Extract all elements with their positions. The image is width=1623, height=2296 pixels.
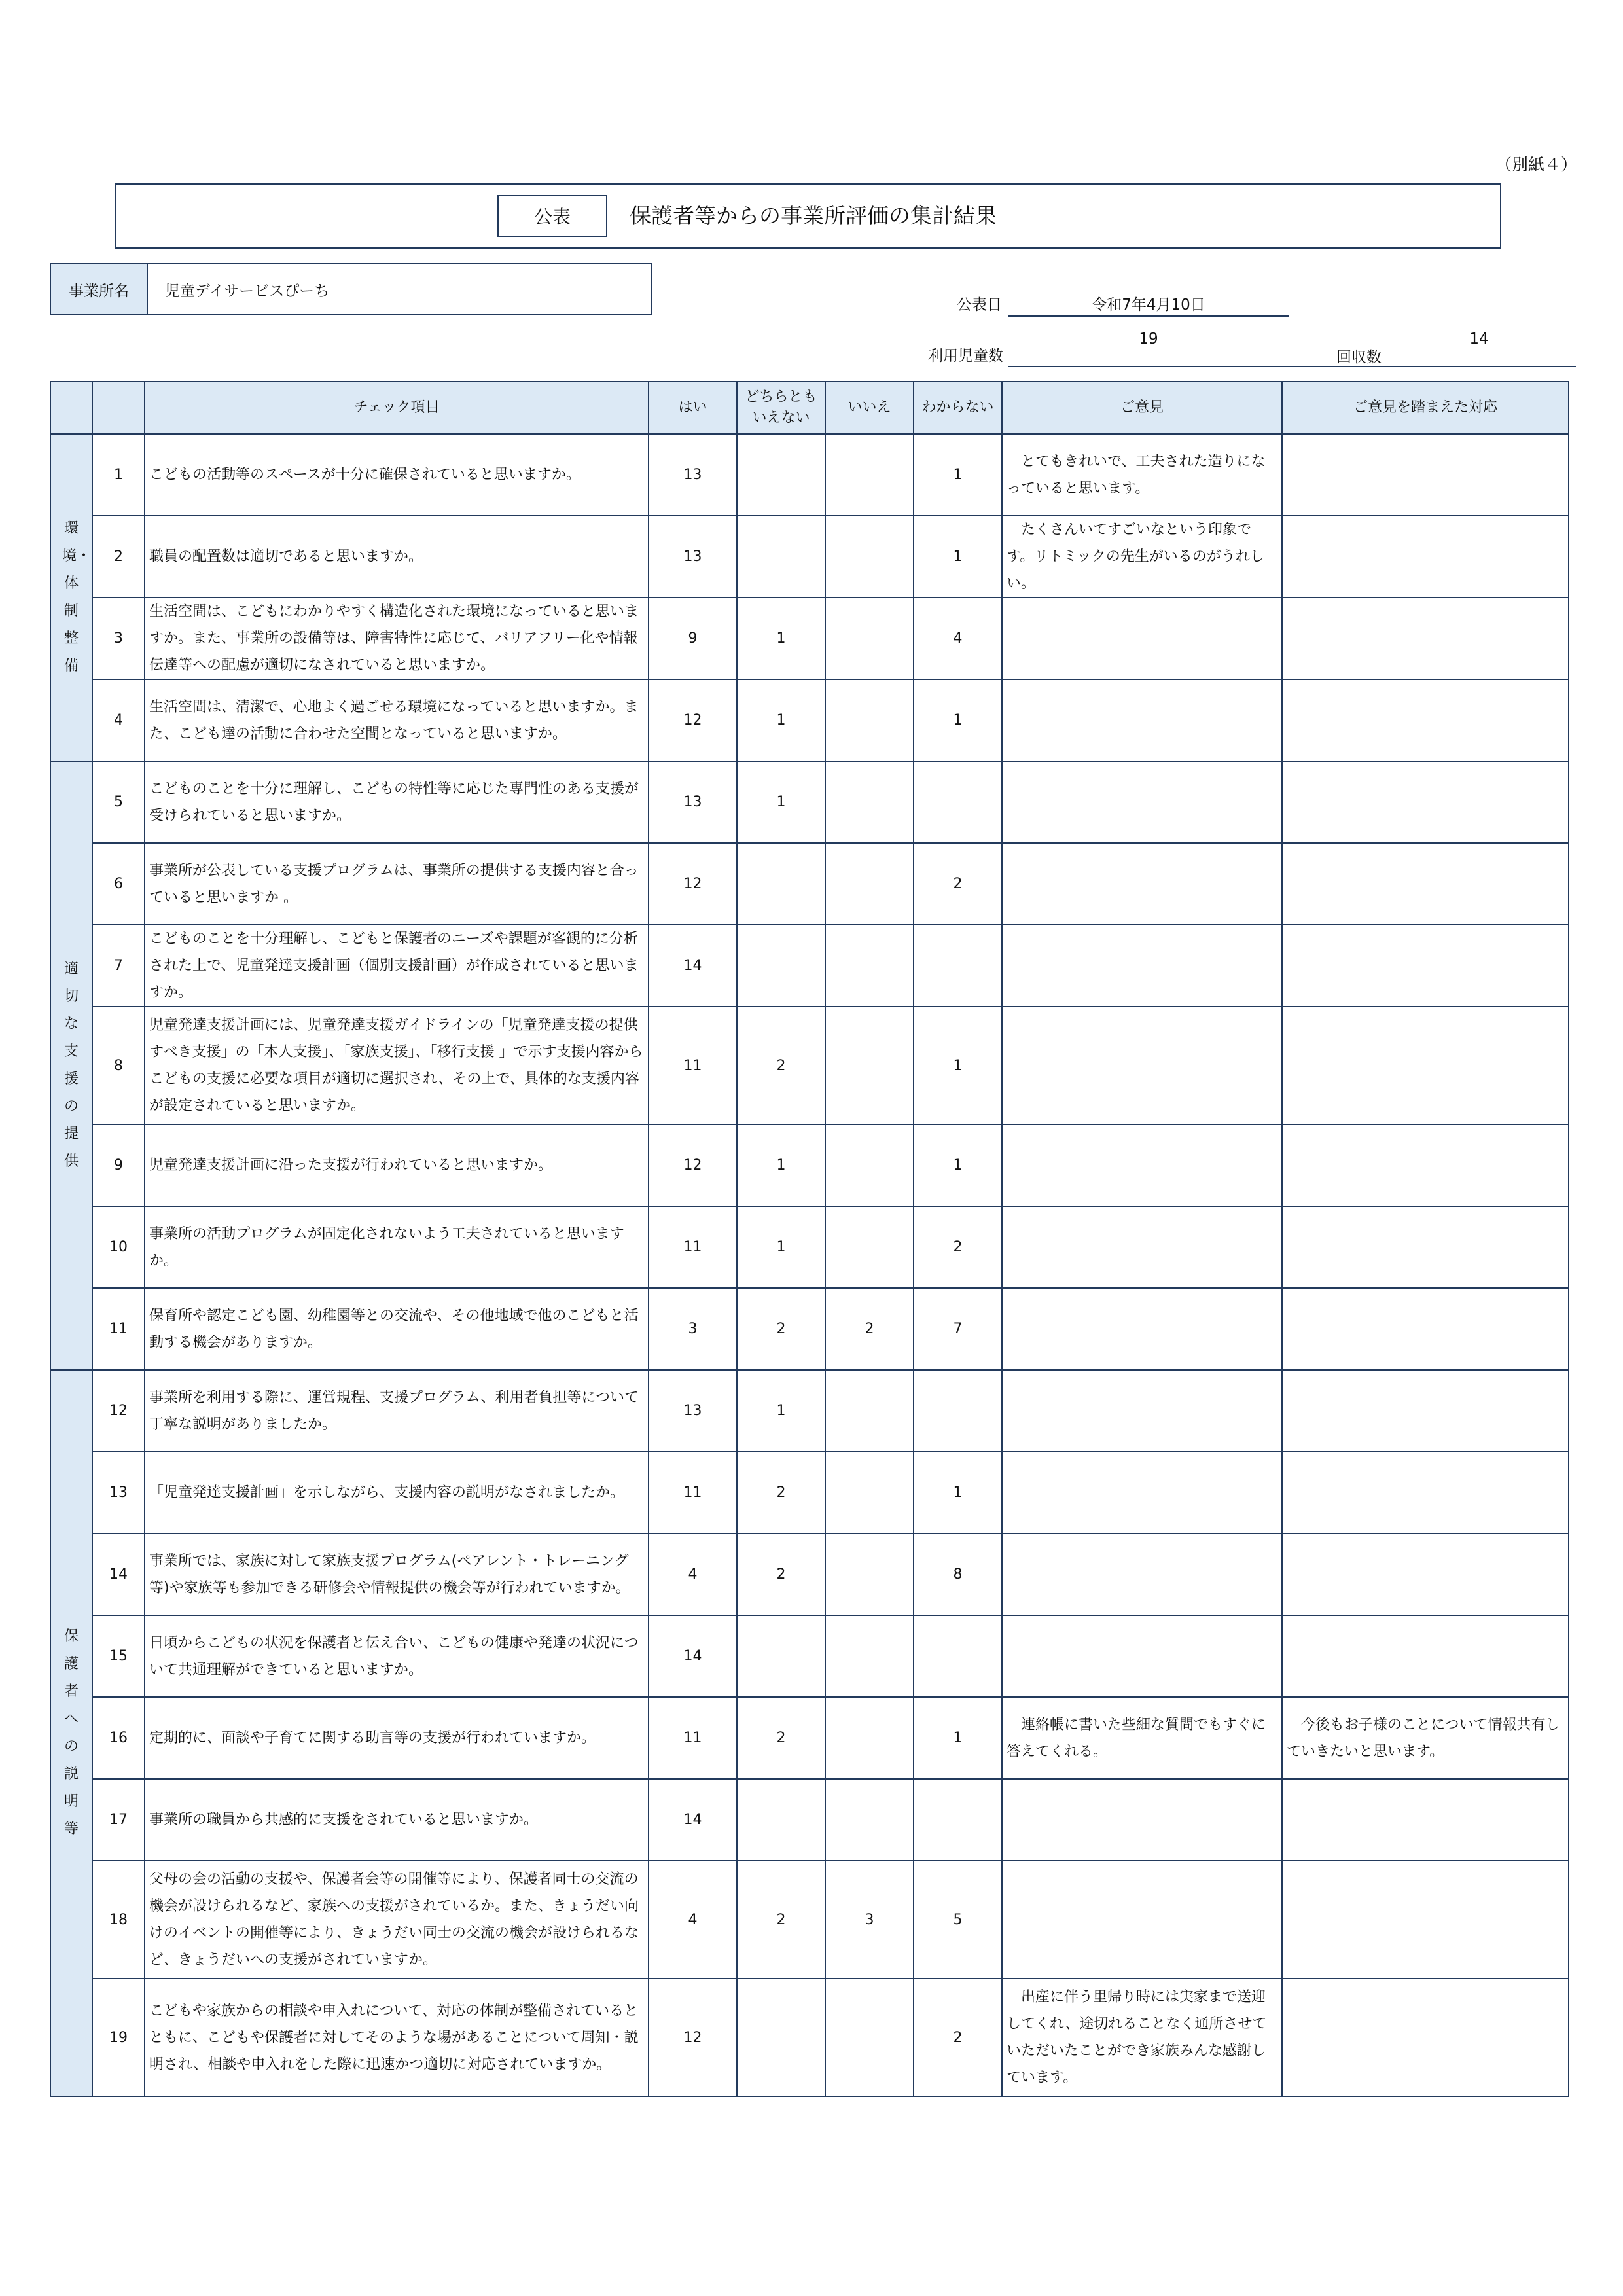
- yes-count-cell: 4: [649, 1861, 737, 1979]
- header-yes: はい: [649, 382, 737, 434]
- neither-count-cell: 2: [737, 1861, 825, 1979]
- table-row: [50, 843, 1569, 925]
- check-item-cell: 日頃からこどもの状況を保護者と伝え合い、こどもの健康や発達の状況について共通理解ができていると思いますか。: [145, 1615, 649, 1697]
- neither-count-cell: 2: [737, 1007, 825, 1124]
- opinion-cell: [1002, 1452, 1282, 1534]
- no-count-cell: [825, 1979, 914, 2096]
- yes-count-cell: 11: [649, 1206, 737, 1288]
- no-count-cell: [825, 434, 914, 516]
- opinion-cell: 連絡帳に書いた些細な質問でもすぐに答えてくれる。: [1002, 1697, 1282, 1779]
- response-cell: [1282, 1370, 1569, 1452]
- yes-count-cell: 12: [649, 1979, 737, 2096]
- table-row: [50, 434, 1569, 516]
- office-label: 事業所名: [51, 264, 148, 314]
- item-number-cell: 11: [92, 1288, 145, 1370]
- response-cell: [1282, 1779, 1569, 1861]
- response-cell: [1282, 434, 1569, 516]
- count-underline: [1008, 366, 1576, 367]
- opinion-cell: [1002, 1370, 1282, 1452]
- table-row: [50, 1779, 1569, 1861]
- table-row: [50, 1979, 1569, 2096]
- publication-date-label: 公表日: [957, 296, 1002, 314]
- check-item-cell: 事業所の職員から共感的に支援をされていると思いますか。: [145, 1779, 649, 1861]
- unknown-count-cell: 2: [914, 1206, 1002, 1288]
- unknown-count-cell: 4: [914, 598, 1002, 679]
- neither-count-cell: 2: [737, 1697, 825, 1779]
- no-count-cell: [825, 1452, 914, 1534]
- yes-count-cell: 12: [649, 843, 737, 925]
- unknown-count-cell: 1: [914, 1124, 1002, 1206]
- unknown-count-cell: [914, 1779, 1002, 1861]
- no-count-cell: [825, 1697, 914, 1779]
- check-item-cell: 事業所が公表している支援プログラムは、事業所の提供する支援内容と合っていると思いますか 。: [145, 843, 649, 925]
- check-item-cell: こどものことを十分に理解し、こどもの特性等に応じた専門性のある支援が受けられていると思いますか。: [145, 761, 649, 843]
- response-cell: [1282, 516, 1569, 598]
- item-number-cell: 8: [92, 1007, 145, 1124]
- item-number-cell: 1: [92, 434, 145, 516]
- item-number-cell: 16: [92, 1697, 145, 1779]
- check-item-cell: こどものことを十分理解し、こどもと保護者のニーズや課題が客観的に分析された上で、児童発達支援計画（個別支援計画）が作成されていると思いますか。: [145, 925, 649, 1007]
- item-number-cell: 3: [92, 598, 145, 679]
- header-response: ご意見を踏まえた対応: [1282, 382, 1569, 434]
- header-no: いいえ: [825, 382, 914, 434]
- header-category-cell: [50, 382, 92, 434]
- yes-count-cell: 13: [649, 1370, 737, 1452]
- neither-count-cell: 1: [737, 1124, 825, 1206]
- header-unknown: わからない: [914, 382, 1002, 434]
- opinion-cell: とてもきれいで、工夫された造りになっていると思います。: [1002, 434, 1282, 516]
- response-cell: [1282, 598, 1569, 679]
- item-number-cell: 6: [92, 843, 145, 925]
- neither-count-cell: [737, 925, 825, 1007]
- category-label: 保護者への説明等: [63, 1628, 79, 1837]
- category-cell: [50, 1370, 92, 2096]
- response-cell: [1282, 761, 1569, 843]
- response-cell: [1282, 679, 1569, 761]
- response-cell: 今後もお子様のことについて情報共有していきたいと思います。: [1282, 1697, 1569, 1779]
- no-count-cell: [825, 1534, 914, 1615]
- table-row: [50, 1534, 1569, 1615]
- response-cell: [1282, 1206, 1569, 1288]
- publication-date-value: 令和7年4月10日: [1092, 296, 1205, 314]
- category-cell: [50, 434, 92, 761]
- neither-count-cell: 1: [737, 598, 825, 679]
- item-number-cell: 5: [92, 761, 145, 843]
- header-opinion: ご意見: [1002, 382, 1282, 434]
- category-cell: [50, 761, 92, 1370]
- no-count-cell: 3: [825, 1861, 914, 1979]
- item-number-cell: 14: [92, 1534, 145, 1615]
- check-item-cell: 保育所や認定こども園、幼稚園等との交流や、その他地域で他のこどもと活動する機会がありますか。: [145, 1288, 649, 1370]
- table-row: [50, 1124, 1569, 1206]
- no-count-cell: [825, 516, 914, 598]
- collected-count-label: 回収数: [1336, 349, 1382, 366]
- unknown-count-cell: [914, 1615, 1002, 1697]
- page-title: 保護者等からの事業所評価の集計結果: [630, 203, 997, 228]
- unknown-count-cell: 1: [914, 1452, 1002, 1534]
- table-row: [50, 679, 1569, 761]
- response-cell: [1282, 1007, 1569, 1124]
- unknown-count-cell: [914, 1370, 1002, 1452]
- item-number-cell: 17: [92, 1779, 145, 1861]
- table-row: [50, 1288, 1569, 1370]
- item-number-cell: 2: [92, 516, 145, 598]
- neither-count-cell: 2: [737, 1534, 825, 1615]
- table-row: [50, 1370, 1569, 1452]
- neither-count-cell: 2: [737, 1288, 825, 1370]
- evaluation-table: [50, 381, 1569, 2097]
- no-count-cell: [825, 925, 914, 1007]
- unknown-count-cell: 2: [914, 1979, 1002, 2096]
- table-row: [50, 1007, 1569, 1124]
- table-row: [50, 598, 1569, 679]
- neither-count-cell: 1: [737, 761, 825, 843]
- neither-count-cell: [737, 1979, 825, 2096]
- no-count-cell: [825, 1124, 914, 1206]
- category-label: 適切な支援の提供: [63, 961, 79, 1170]
- unknown-count-cell: 1: [914, 434, 1002, 516]
- response-cell: [1282, 1452, 1569, 1534]
- table-row: [50, 1861, 1569, 1979]
- item-number-cell: 12: [92, 1370, 145, 1452]
- no-count-cell: [825, 1007, 914, 1124]
- yes-count-cell: 3: [649, 1288, 737, 1370]
- response-cell: [1282, 843, 1569, 925]
- unknown-count-cell: 7: [914, 1288, 1002, 1370]
- opinion-cell: [1002, 1206, 1282, 1288]
- opinion-cell: [1002, 1615, 1282, 1697]
- opinion-cell: [1002, 1124, 1282, 1206]
- opinion-cell: [1002, 679, 1282, 761]
- yes-count-cell: 14: [649, 1615, 737, 1697]
- yes-count-cell: 14: [649, 1779, 737, 1861]
- office-name: 児童デイサービスぴーち: [165, 282, 330, 300]
- no-count-cell: [825, 1206, 914, 1288]
- response-cell: [1282, 1979, 1569, 2096]
- neither-count-cell: [737, 1779, 825, 1861]
- opinion-cell: [1002, 761, 1282, 843]
- no-count-cell: [825, 1370, 914, 1452]
- no-count-cell: 2: [825, 1288, 914, 1370]
- check-item-cell: 児童発達支援計画に沿った支援が行われていると思いますか。: [145, 1124, 649, 1206]
- unknown-count-cell: 1: [914, 1697, 1002, 1779]
- header-neither: どちらとも いえない: [737, 382, 825, 434]
- item-number-cell: 9: [92, 1124, 145, 1206]
- check-item-cell: 生活空間は、こどもにわかりやすく構造化された環境になっていると思いますか。また、事業所の設備等は、障害特性に応じて、バリアフリー化や情報伝達等への配慮が適切になされていると思いますか。: [145, 598, 649, 679]
- opinion-cell: たくさんいてすごいなという印象です。リトミックの先生がいるのがうれしい。: [1002, 516, 1282, 598]
- item-number-cell: 15: [92, 1615, 145, 1697]
- neither-count-cell: 1: [737, 1206, 825, 1288]
- neither-count-cell: 1: [737, 1370, 825, 1452]
- users-count-label: 利用児童数: [928, 348, 1003, 365]
- check-item-cell: 定期的に、面談や子育てに関する助言等の支援が行われていますか。: [145, 1697, 649, 1779]
- unknown-count-cell: [914, 761, 1002, 843]
- response-cell: [1282, 1534, 1569, 1615]
- response-cell: [1282, 1288, 1569, 1370]
- check-item-cell: 職員の配置数は適切であると思いますか。: [145, 516, 649, 598]
- yes-count-cell: 11: [649, 1697, 737, 1779]
- table-row: [50, 1697, 1569, 1779]
- response-cell: [1282, 1861, 1569, 1979]
- yes-count-cell: 12: [649, 679, 737, 761]
- item-number-cell: 13: [92, 1452, 145, 1534]
- item-number-cell: 10: [92, 1206, 145, 1288]
- item-number-cell: 7: [92, 925, 145, 1007]
- neither-count-cell: [737, 1615, 825, 1697]
- check-item-cell: 父母の会の活動の支援や、保護者会等の開催等により、保護者同士の交流の機会が設けられるなど、家族への支援がされているか。また、きょうだい向けのイベントの開催等により、きょうだい同士の交流の機会が設けられるなど、きょうだいへの支援がされていますか。: [145, 1861, 649, 1979]
- yes-count-cell: 14: [649, 925, 737, 1007]
- neither-count-cell: [737, 516, 825, 598]
- check-item-cell: こどもの活動等のスペースが十分に確保されていると思いますか。: [145, 434, 649, 516]
- no-count-cell: [825, 1615, 914, 1697]
- no-count-cell: [825, 843, 914, 925]
- no-count-cell: [825, 679, 914, 761]
- opinion-cell: [1002, 1007, 1282, 1124]
- check-item-cell: 「児童発達支援計画」を示しながら、支援内容の説明がなされましたか。: [145, 1452, 649, 1534]
- yes-count-cell: 13: [649, 761, 737, 843]
- yes-count-cell: 13: [649, 516, 737, 598]
- neither-count-cell: [737, 434, 825, 516]
- opinion-cell: [1002, 1288, 1282, 1370]
- collected-count-value: 14: [1469, 331, 1489, 348]
- appendix-label: （別紙４）: [1495, 155, 1578, 174]
- neither-count-cell: 1: [737, 679, 825, 761]
- item-number-cell: 4: [92, 679, 145, 761]
- neither-count-cell: [737, 843, 825, 925]
- neither-count-cell: 2: [737, 1452, 825, 1534]
- table-header-row: [50, 382, 1569, 434]
- opinion-cell: [1002, 843, 1282, 925]
- unknown-count-cell: 2: [914, 843, 1002, 925]
- table-row: [50, 1452, 1569, 1534]
- publication-date-underline: [1008, 315, 1289, 317]
- unknown-count-cell: 1: [914, 679, 1002, 761]
- category-label: 環境・体制整備: [62, 520, 92, 674]
- yes-count-cell: 9: [649, 598, 737, 679]
- users-count-value: 19: [1139, 331, 1158, 348]
- check-item-cell: 事業所では、家族に対して家族支援プログラム(ペアレント・トレーニング等)や家族等も参加できる研修会や情報提供の機会等が行われていますか。: [145, 1534, 649, 1615]
- table-row: [50, 761, 1569, 843]
- check-item-cell: 事業所を利用する際に、運営規程、支援プログラム、利用者負担等について丁寧な説明がありましたか。: [145, 1370, 649, 1452]
- check-item-cell: 事業所の活動プログラムが固定化されないよう工夫されていると思いますか。: [145, 1206, 649, 1288]
- office-box: [50, 263, 652, 315]
- yes-count-cell: 13: [649, 434, 737, 516]
- table-row: [50, 1615, 1569, 1697]
- table-row: [50, 1206, 1569, 1288]
- table-row: [50, 516, 1569, 598]
- item-number-cell: 19: [92, 1979, 145, 2096]
- check-item-cell: 生活空間は、清潔で、心地よく過ごせる環境になっていると思いますか。また、こども達の活動に合わせた空間となっていると思いますか。: [145, 679, 649, 761]
- yes-count-cell: 11: [649, 1452, 737, 1534]
- item-number-cell: 18: [92, 1861, 145, 1979]
- unknown-count-cell: 8: [914, 1534, 1002, 1615]
- opinion-cell: [1002, 925, 1282, 1007]
- response-cell: [1282, 925, 1569, 1007]
- opinion-cell: [1002, 1779, 1282, 1861]
- response-cell: [1282, 1615, 1569, 1697]
- yes-count-cell: 4: [649, 1534, 737, 1615]
- response-cell: [1282, 1124, 1569, 1206]
- opinion-cell: 出産に伴う里帰り時には実家まで送迎してくれ、途切れることなく通所させていただいたことができ家族みんな感謝しています。: [1002, 1979, 1282, 2096]
- publication-badge: 公表: [497, 195, 607, 237]
- no-count-cell: [825, 598, 914, 679]
- opinion-cell: [1002, 1534, 1282, 1615]
- unknown-count-cell: 1: [914, 1007, 1002, 1124]
- no-count-cell: [825, 761, 914, 843]
- unknown-count-cell: 1: [914, 516, 1002, 598]
- check-item-cell: 児童発達支援計画には、児童発達支援ガイドラインの「児童発達支援の提供すべき支援」の「本人支援」、「家族支援」、「移行支援 」で示す支援内容からこどもの支援に必要な項目が適切に選択され、その上で、具体的な支援内容が設定されていると思いますか。: [145, 1007, 649, 1124]
- unknown-count-cell: [914, 925, 1002, 1007]
- unknown-count-cell: 5: [914, 1861, 1002, 1979]
- opinion-cell: [1002, 1861, 1282, 1979]
- table-row: [50, 925, 1569, 1007]
- header-number-cell: [92, 382, 145, 434]
- check-item-cell: こどもや家族からの相談や申入れについて、対応の体制が整備されているとともに、こどもや保護者に対してそのような場があることについて周知・説明され、相談や申入れをした際に迅速かつ適切に対応されていますか。: [145, 1979, 649, 2096]
- yes-count-cell: 12: [649, 1124, 737, 1206]
- yes-count-cell: 11: [649, 1007, 737, 1124]
- header-check-item: チェック項目: [145, 382, 649, 434]
- no-count-cell: [825, 1779, 914, 1861]
- opinion-cell: [1002, 598, 1282, 679]
